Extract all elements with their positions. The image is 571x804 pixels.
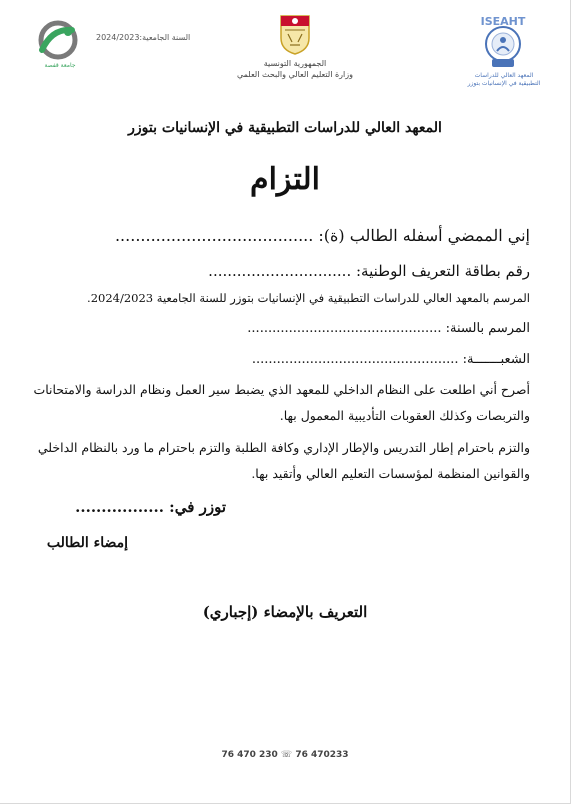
university-logo	[32, 20, 84, 62]
place-date-line: توزر في: .................	[75, 498, 226, 516]
footer-phones: 76 470 230 ☏ 76 470233	[221, 750, 349, 760]
page-title: التزام	[250, 162, 320, 197]
enrollment-line: المرسم بالمعهد العالي للدراسات التطبيقية في الإنسانيات بتوزر للسنة الجامعية 2024/2023.	[87, 291, 530, 305]
ministry-name: وزارة التعليم العالي والبحث العلمي	[237, 70, 353, 79]
signature-label: إمضاء الطالب	[46, 535, 128, 551]
tunisia-emblem-icon	[278, 12, 312, 56]
academic-year: السنة الجامعية:2024/2023	[96, 33, 191, 42]
study-year-line: المرسم بالسنة: ...............................................	[247, 321, 530, 336]
branch-line: الشعبـــــــة: ..................................................	[251, 352, 530, 367]
signature-certification-note: التعريف بالإمضاء (إجباري)	[202, 603, 368, 621]
id-card-line: رقم بطاقة التعريف الوطنية: ..............................	[208, 262, 530, 280]
declaration-paragraph: أصرح أني اطلعت على النظام الداخلي للمعهد الذي يضبط سير العمل ونظام الدراسة والامتحانات والتربصات وكذلك العقوبات التأديبية المعمول بها.	[33, 382, 530, 423]
republic-name: الجمهورية التونسية	[263, 59, 327, 68]
student-name-line: إني الممضي أسفله الطالب (ة): .......................................	[114, 226, 530, 245]
commitment-paragraph: والتزم باحترام إطار التدريس والإطار الإداري وكافة الطلبة والتزم باحترام ما ورد بالنظام الداخلي والقوانين المنظمة لمؤسسات التعليم العالي وأتقيد بها.	[37, 440, 530, 481]
university-logo-caption: جامعة قفصة	[44, 62, 76, 69]
institute-logo-caption: المعهد العالي للدراسات التطبيقية في الإنسانيات بتوزر	[467, 72, 541, 87]
institute-logo	[468, 14, 538, 70]
institute-logo-text: ISEAHT	[480, 15, 526, 28]
institute-name: المعهد العالي للدراسات التطبيقية في الإنسانيات بتوزر	[128, 120, 442, 136]
